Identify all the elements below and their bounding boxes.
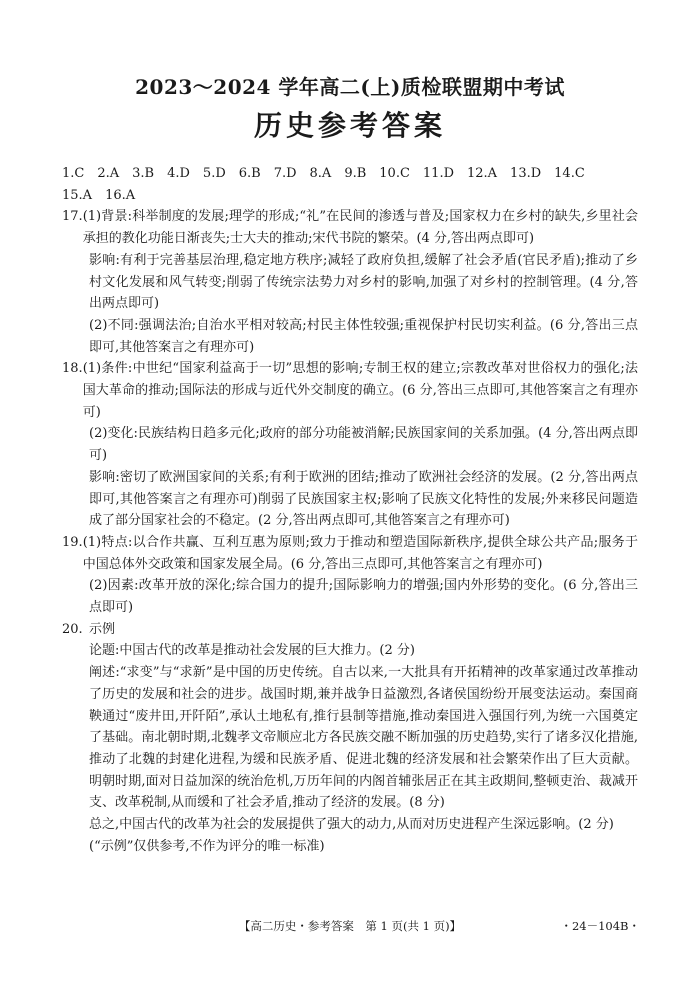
page-footer	[0, 916, 700, 936]
q20-example-heading: 示例	[89, 621, 116, 637]
footer-paper-code: ・24－104B・	[560, 919, 640, 933]
question-19	[62, 532, 638, 575]
question-18	[62, 358, 638, 423]
q18-part1: (1)条件:中世纪“国家利益高于一切”思想的影响;专制王权的建立;宗教改革对世俗权力的强化;法国大革命的推动;国际法的形成与近代外交制度的确立。(6 分,答出三点即可,其他答案言之有理亦可)	[82, 361, 638, 420]
q19-part2: (2)因素:改革开放的深化;综合国力的提升;国际影响力的增强;国内外形势的变化。(6 分,答出三点即可)	[89, 578, 638, 616]
footer-page-info: 【高二历史・参考答案 第 1 页(共 1 页)】	[238, 919, 462, 933]
q17-part1-impact: 影响:有利于完善基层治理,稳定地方秩序;减轻了政府负担,缓解了社会矛盾(官民矛盾);推动了乡村文化发展和风气转变;削弱了传统宗法势力对乡村的影响,加强了对乡村的控制管理。(4 分,答出两点即可)	[89, 252, 638, 312]
q20-elaboration: 阐述:“求变”与“求新”是中国的历史传统。自古以来,一大批具有开拓精神的改革家通过改革推动了历史的发展和社会的进步。战国时期,兼并战争日益激烈,各诸侯国纷纷开展变法运动。秦国商鞅通过“废井田,开阡陌”,承认土地私有,推行县制等措施,推动秦国进入强国行列,为统一六国奠定了基础。南北朝时期,北魏孝文帝顺应北方各民族交融不断加强的历史趋势,实行了诸多汉化措施,推动了北魏的封建化进程,为缓和民族矛盾、促进北魏的经济发展和社会繁荣作出了巨大贡献。明朝时期,面对日益加深的统治危机,万历年间的内阁首辅张居正在其主政期间,整顿吏治、裁减开支、改革税制,从而缓和了社会矛盾,推动了经济的发展。(8 分)	[89, 665, 638, 811]
q18-part2-impact: 影响:密切了欧洲国家间的关系;有利于欧洲的团结;推动了欧洲社会经济的发展。(2 分,答出两点即可,其他答案言之有理亦可)削弱了民族国家主权;影响了民族文化特性的发展;外来移民问题造成了部分国家社会的不稳定。(2 分,答出两点即可,其他答案言之有理亦可)	[89, 469, 638, 529]
question-number: 17.	[62, 209, 83, 225]
exam-title: 2023～2024 学年高二(上)质检联盟期中考试	[135, 75, 565, 99]
choice-answers-line-1: 1.C 2.A 3.B 4.D 5.D 6.B 7.D 8.A 9.B 10.C 11.D 12.A 13.D 14.C	[62, 166, 585, 181]
answer-key-title: 历史参考答案	[253, 109, 446, 142]
q19-part1: (1)特点:以合作共赢、互利互惠为原则;致力于推动和塑造国际新秩序,提供全球公共产品;服务于中国总体外交政策和国家发展全局。(6 分,答出三点即可,其他答案言之有理亦可)	[82, 534, 638, 572]
choice-answers-line-2: 15.A 16.A	[62, 187, 136, 203]
q17-part2: (2)不同:强调法治;自治水平相对较高;村民主体性较强;重视保护村民切实利益。(6 分,答出三点即可,其他答案言之有理亦可)	[89, 317, 638, 355]
question-number: 20.	[62, 621, 83, 637]
question-number: 18.	[62, 361, 83, 377]
q17-part1-background: (1)背景:科举制度的发展;理学的形成;“礼”在民间的渗透与普及;国家权力在乡村的缺失,乡里社会承担的教化功能日渐丧失;士大夫的推动;宋代书院的繁荣。(4 分,答出两点即可)	[82, 209, 638, 247]
q20-conclusion: 总之,中国古代的改革为社会的发展提供了强大的动力,从而对历史进程产生深远影响。(2 分)	[89, 817, 614, 833]
question-17	[62, 206, 638, 249]
question-number: 19.	[62, 534, 83, 550]
q20-note: (“示例”仅供参考,不作为评分的唯一标准)	[89, 838, 325, 854]
answer-body	[62, 163, 638, 858]
q18-part2-change: (2)变化:民族结构日趋多元化;政府的部分功能被消解;民族国家间的关系加强。(4 分,答出两点即可)	[89, 426, 638, 464]
question-20	[62, 619, 638, 641]
q20-thesis: 论题:中国古代的改革是推动社会发展的巨大推力。(2 分)	[89, 643, 415, 659]
